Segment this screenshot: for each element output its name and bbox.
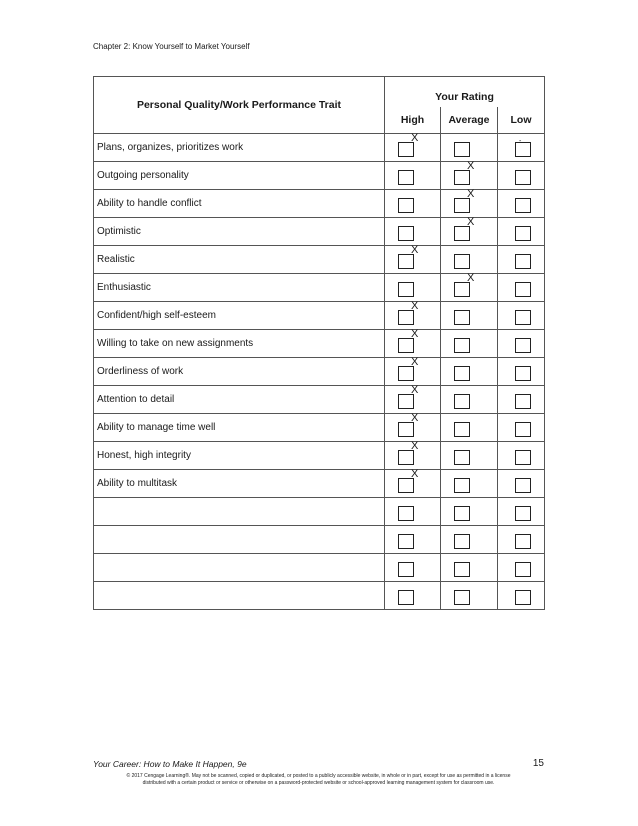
- rating-cell-average: [441, 386, 498, 414]
- rating-cell-low: [498, 442, 545, 470]
- rating-mark: X: [467, 272, 475, 284]
- table-row: [94, 302, 545, 330]
- rating-cell-average: [441, 162, 498, 190]
- rating-cell-average: [441, 470, 498, 498]
- trait-label: Ability to manage time well: [94, 414, 385, 442]
- rating-cell-low: [498, 526, 545, 554]
- checkbox-average[interactable]: [454, 254, 470, 269]
- trait-label: Ability to multitask: [94, 470, 385, 498]
- book-title: Your Career: How to Make It Happen, 9e: [93, 759, 247, 769]
- trait-label: [94, 582, 385, 610]
- checkbox-high[interactable]: [398, 338, 414, 353]
- trait-label: Enthusiastic: [94, 274, 385, 302]
- rating-cell-average: [441, 246, 498, 274]
- checkbox-high[interactable]: [398, 422, 414, 437]
- column-header-low: Low: [498, 107, 545, 134]
- checkbox-average[interactable]: [454, 338, 470, 353]
- rating-cell-high: [385, 442, 441, 470]
- checkbox-high[interactable]: [398, 534, 414, 549]
- checkbox-average[interactable]: [454, 366, 470, 381]
- checkbox-high[interactable]: [398, 170, 414, 185]
- column-header-average: Average: [441, 107, 498, 134]
- rating-cell-average: [441, 442, 498, 470]
- table-row: [94, 582, 545, 610]
- rating-mark: X: [411, 300, 419, 312]
- rating-mark: X: [411, 384, 419, 396]
- rating-cell-low: [498, 162, 545, 190]
- checkbox-high[interactable]: [398, 310, 414, 325]
- checkbox-high[interactable]: [398, 590, 414, 605]
- rating-cell-high: [385, 190, 441, 218]
- table-row: [94, 134, 545, 162]
- checkbox-low[interactable]: [515, 478, 531, 493]
- rating-cell-average: [441, 190, 498, 218]
- trait-label: Orderliness of work: [94, 358, 385, 386]
- rating-cell-high: [385, 162, 441, 190]
- checkbox-low[interactable]: [515, 142, 531, 157]
- rating-mark: X: [411, 356, 419, 368]
- rating-cell-average: [441, 134, 498, 162]
- checkbox-low[interactable]: [515, 422, 531, 437]
- rating-mark: X: [411, 440, 419, 452]
- rating-cell-low: [498, 302, 545, 330]
- self-rating-table: [93, 76, 545, 610]
- rating-cell-average: [441, 414, 498, 442]
- rating-cell-low: [498, 414, 545, 442]
- table-row: [94, 246, 545, 274]
- checkbox-low[interactable]: [515, 226, 531, 241]
- rating-cell-high: [385, 358, 441, 386]
- table-row: [94, 358, 545, 386]
- checkbox-low[interactable]: [515, 254, 531, 269]
- checkbox-high[interactable]: [398, 142, 414, 157]
- checkbox-low[interactable]: [515, 282, 531, 297]
- checkbox-average[interactable]: [454, 506, 470, 521]
- rating-cell-average: [441, 218, 498, 246]
- checkbox-high[interactable]: [398, 478, 414, 493]
- rating-mark: X: [411, 468, 419, 480]
- checkbox-average[interactable]: [454, 562, 470, 577]
- trait-label: Plans, organizes, prioritizes work: [94, 134, 385, 162]
- checkbox-high[interactable]: [398, 450, 414, 465]
- table-row: [94, 470, 545, 498]
- rating-cell-low: [498, 330, 545, 358]
- rating-cell-high: [385, 414, 441, 442]
- checkbox-high[interactable]: [398, 254, 414, 269]
- rating-mark: X: [467, 160, 475, 172]
- rating-cell-high: [385, 582, 441, 610]
- checkbox-average[interactable]: [454, 226, 470, 241]
- rating-mark: X: [411, 132, 419, 144]
- rating-cell-high: [385, 330, 441, 358]
- table-row: [94, 554, 545, 582]
- checkbox-high[interactable]: [398, 282, 414, 297]
- trait-label: Ability to handle conflict: [94, 190, 385, 218]
- table-row: [94, 498, 545, 526]
- table-row: [94, 190, 545, 218]
- rating-header: Your Rating: [385, 77, 545, 108]
- table-row: [94, 330, 545, 358]
- checkbox-average[interactable]: [454, 478, 470, 493]
- rating-cell-low: [498, 218, 545, 246]
- trait-label: Optimistic: [94, 218, 385, 246]
- rating-mark: X: [411, 412, 419, 424]
- checkbox-average[interactable]: [454, 394, 470, 409]
- copyright-line: distributed with a certain product or service or otherwise on a password-protected website or school-approved learning management system for classroom use.: [142, 780, 495, 786]
- rating-cell-low: [498, 274, 545, 302]
- trait-label: [94, 554, 385, 582]
- copyright-line: © 2017 Cengage Learning®. May not be scanned, copied or duplicated, or posted to a publicly accessible website, in whole or in part, except for use as permitted in a license: [126, 773, 511, 779]
- trait-label: [94, 498, 385, 526]
- rating-cell-low: [498, 386, 545, 414]
- trait-column-header: Personal Quality/Work Performance Trait: [94, 77, 385, 134]
- checkbox-low[interactable]: [515, 506, 531, 521]
- rating-cell-high: [385, 302, 441, 330]
- checkbox-average[interactable]: [454, 142, 470, 157]
- table-row: [94, 526, 545, 554]
- rating-cell-average: [441, 302, 498, 330]
- trait-label: Willing to take on new assignments: [94, 330, 385, 358]
- chapter-header: Chapter 2: Know Yourself to Market Yourself: [93, 42, 250, 51]
- rating-mark: -: [519, 138, 522, 145]
- rating-cell-low: [498, 358, 545, 386]
- checkbox-average[interactable]: [454, 170, 470, 185]
- checkbox-high[interactable]: [398, 394, 414, 409]
- rating-cell-low: [498, 498, 545, 526]
- page-number: 15: [532, 758, 544, 769]
- checkbox-low[interactable]: [515, 366, 531, 381]
- table-row: [94, 162, 545, 190]
- trait-label: Outgoing personality: [94, 162, 385, 190]
- column-header-high: High: [385, 107, 441, 134]
- rating-cell-average: [441, 582, 498, 610]
- checkbox-low[interactable]: [515, 590, 531, 605]
- checkbox-average[interactable]: [454, 422, 470, 437]
- rating-mark: X: [467, 216, 475, 228]
- rating-cell-high: [385, 274, 441, 302]
- table-row: [94, 442, 545, 470]
- checkbox-high[interactable]: [398, 198, 414, 213]
- checkbox-low[interactable]: [515, 170, 531, 185]
- checkbox-average[interactable]: [454, 282, 470, 297]
- table-row: [94, 414, 545, 442]
- rating-cell-high: [385, 526, 441, 554]
- rating-cell-low: [498, 134, 545, 162]
- copyright-notice: [93, 773, 544, 787]
- checkbox-low[interactable]: [515, 394, 531, 409]
- rating-cell-high: [385, 246, 441, 274]
- checkbox-average[interactable]: [454, 198, 470, 213]
- checkbox-low[interactable]: [515, 310, 531, 325]
- checkbox-high[interactable]: [398, 366, 414, 381]
- table-row: [94, 218, 545, 246]
- rating-cell-average: [441, 526, 498, 554]
- rating-cell-average: [441, 274, 498, 302]
- checkbox-average[interactable]: [454, 590, 470, 605]
- rating-cell-low: [498, 190, 545, 218]
- rating-cell-high: [385, 386, 441, 414]
- checkbox-high[interactable]: [398, 506, 414, 521]
- trait-label: Confident/high self-esteem: [94, 302, 385, 330]
- rating-mark: X: [411, 328, 419, 340]
- rating-cell-high: [385, 134, 441, 162]
- rating-cell-low: [498, 246, 545, 274]
- table-row: [94, 386, 545, 414]
- rating-cell-average: [441, 554, 498, 582]
- checkbox-average[interactable]: [454, 310, 470, 325]
- checkbox-average[interactable]: [454, 450, 470, 465]
- checkbox-low[interactable]: [515, 338, 531, 353]
- trait-label: [94, 526, 385, 554]
- checkbox-low[interactable]: [515, 562, 531, 577]
- checkbox-low[interactable]: [515, 198, 531, 213]
- rating-cell-average: [441, 498, 498, 526]
- trait-label: Honest, high integrity: [94, 442, 385, 470]
- rating-cell-low: [498, 470, 545, 498]
- checkbox-low[interactable]: [515, 450, 531, 465]
- checkbox-average[interactable]: [454, 534, 470, 549]
- rating-cell-high: [385, 470, 441, 498]
- rating-mark: X: [411, 244, 419, 256]
- rating-cell-average: [441, 330, 498, 358]
- rating-cell-average: [441, 358, 498, 386]
- trait-label: Realistic: [94, 246, 385, 274]
- trait-label: Attention to detail: [94, 386, 385, 414]
- rating-cell-high: [385, 498, 441, 526]
- rating-cell-high: [385, 554, 441, 582]
- checkbox-low[interactable]: [515, 534, 531, 549]
- rating-cell-high: [385, 218, 441, 246]
- checkbox-high[interactable]: [398, 562, 414, 577]
- rating-mark: X: [467, 188, 475, 200]
- table-row: [94, 274, 545, 302]
- rating-cell-low: [498, 582, 545, 610]
- checkbox-high[interactable]: [398, 226, 414, 241]
- rating-cell-low: [498, 554, 545, 582]
